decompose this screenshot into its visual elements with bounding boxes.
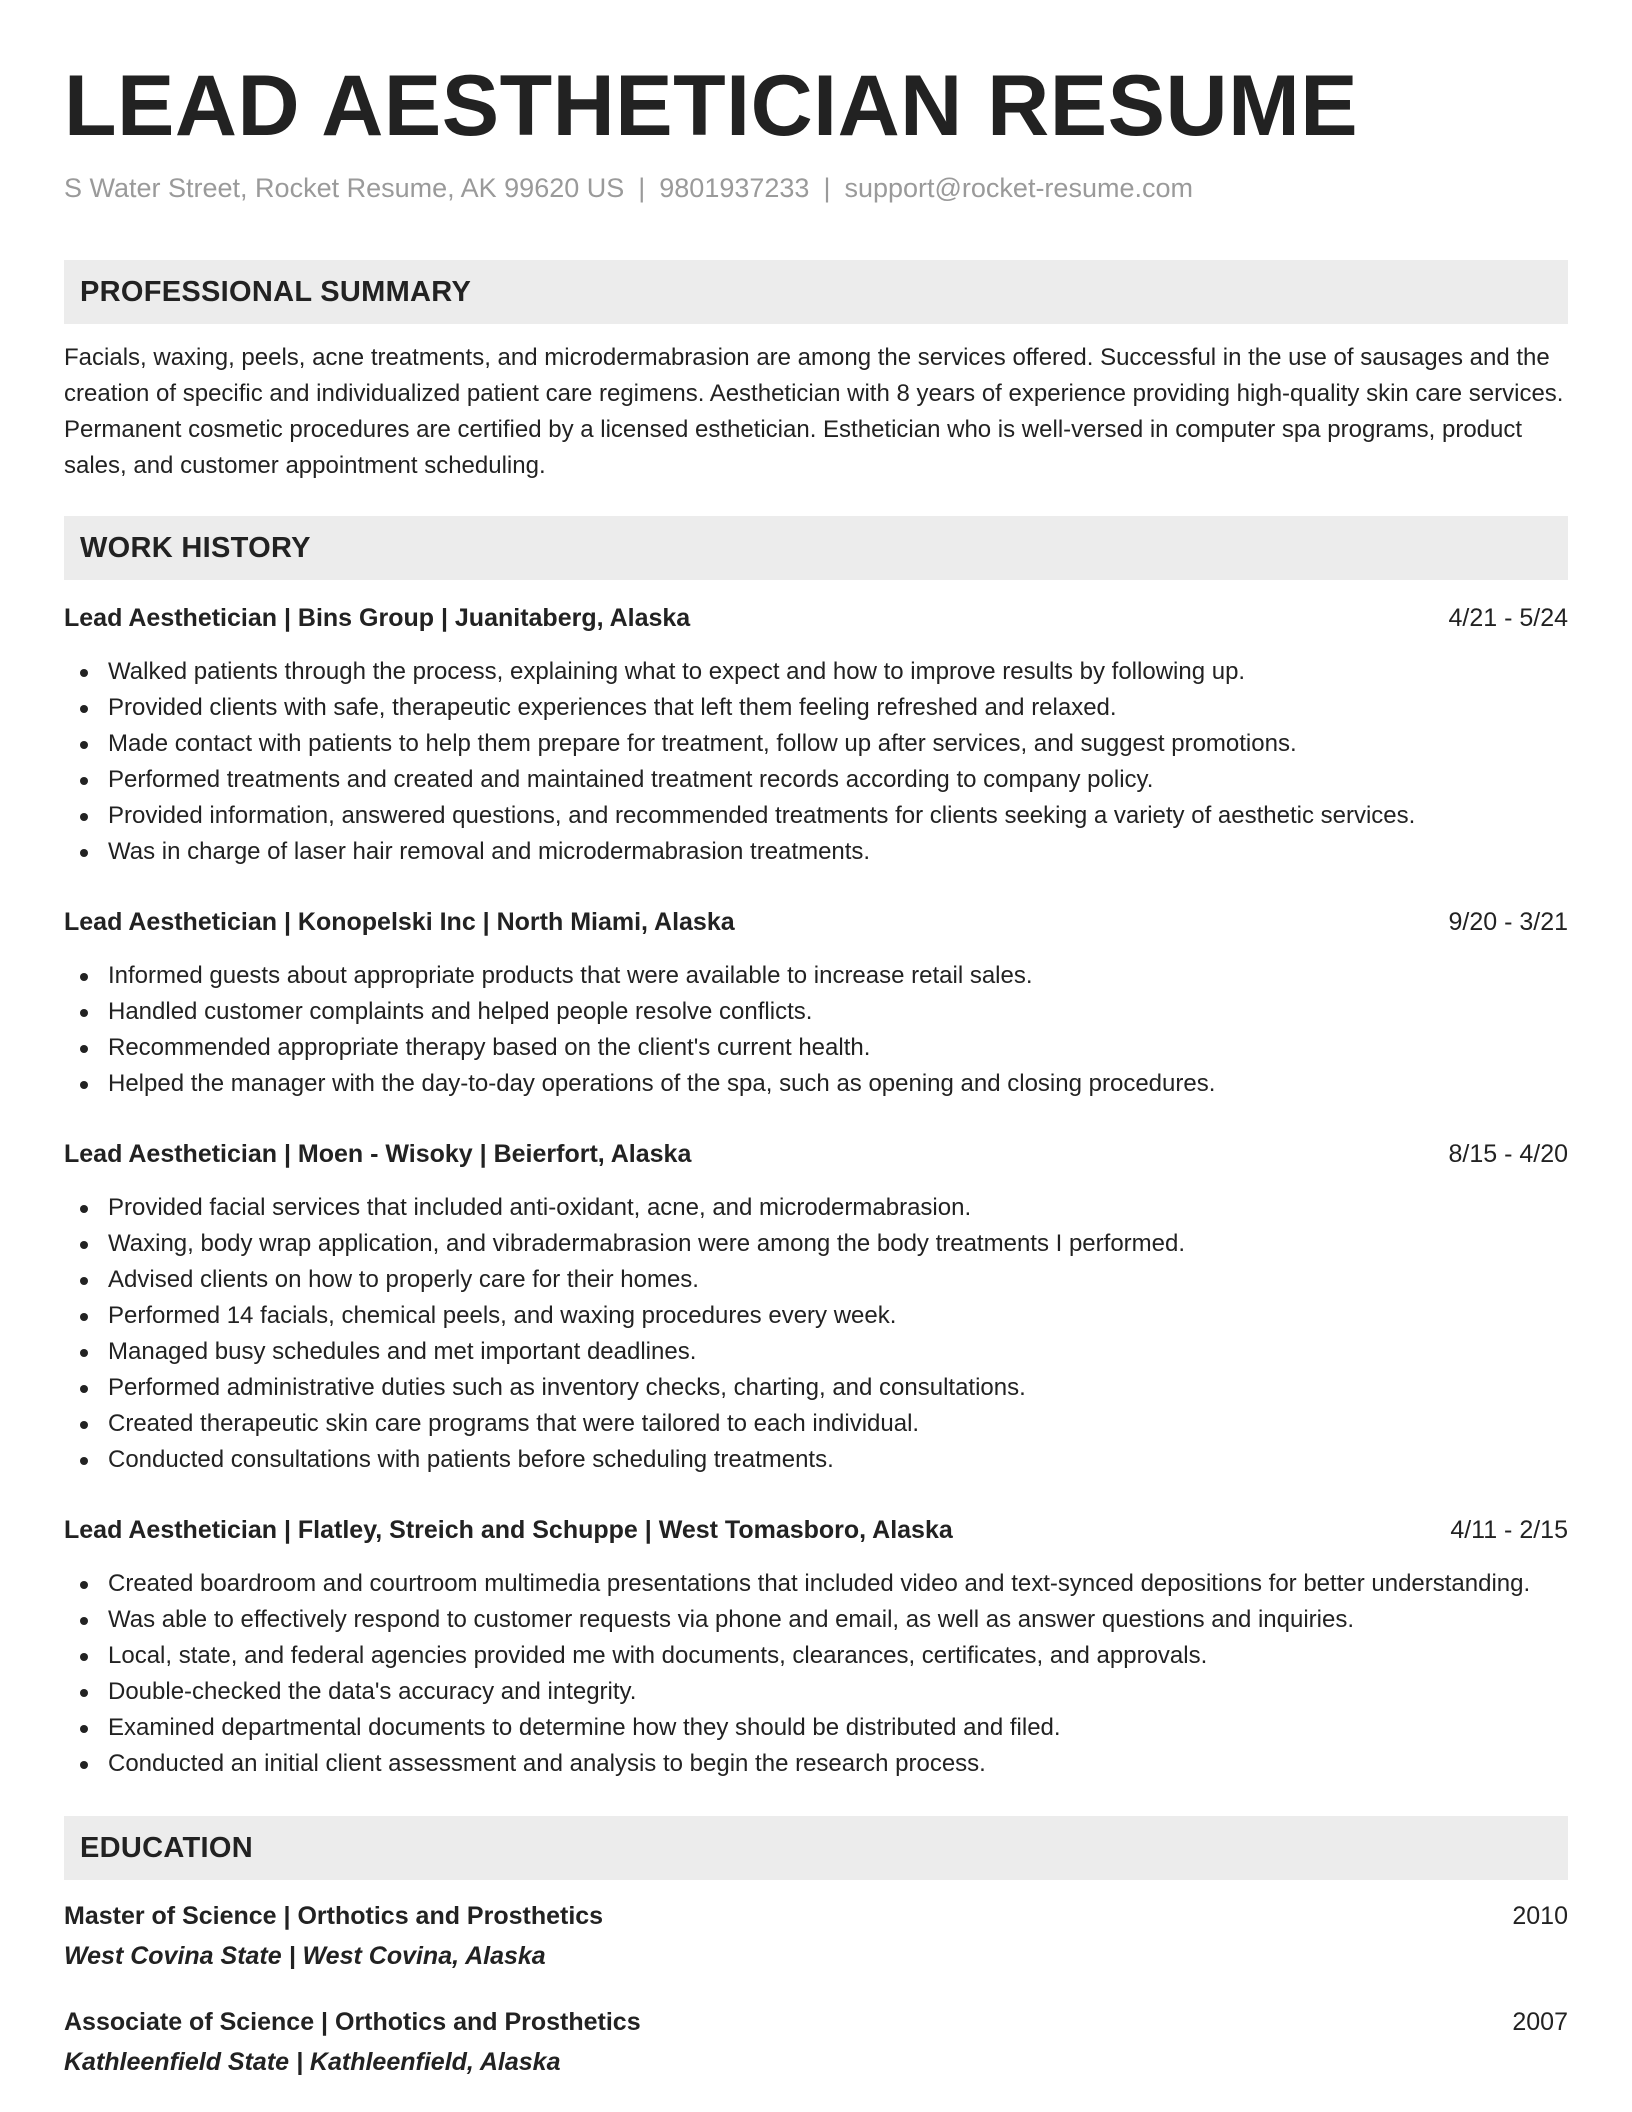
job-bullet-list	[64, 654, 1568, 870]
job-bullet: Performed treatments and created and maintained treatment records according to company policy.	[64, 762, 1568, 798]
job-entry	[64, 904, 1568, 1102]
job-bullet: Advised clients on how to properly care for their homes.	[64, 1262, 1568, 1298]
job-bullet: Helped the manager with the day-to-day operations of the spa, such as opening and closing procedures.	[64, 1066, 1568, 1102]
education-school: West Covina State | West Covina, Alaska	[64, 1942, 546, 1970]
job-dates: 4/11 - 2/15	[1450, 1516, 1568, 1544]
job-bullet: Waxing, body wrap application, and vibradermabrasion were among the body treatments I performed.	[64, 1226, 1568, 1262]
work-history-list	[64, 600, 1568, 1782]
job-bullet: Managed busy schedules and met important deadlines.	[64, 1334, 1568, 1370]
job-bullet-list	[64, 958, 1568, 1102]
job-entry	[64, 600, 1568, 870]
job-dates: 4/21 - 5/24	[1448, 604, 1568, 632]
summary-text: Facials, waxing, peels, acne treatments, and microdermabrasion are among the services offered. Successful in the use of sausages and the creation of specific and individualized patient care regimens. Aesthetician with 8 years of experience providing high-quality skin care services. Permanent cosmetic procedures are certified by a licensed esthetician. Esthetician who is well-versed in computer spa programs, product sales, and customer appointment scheduling.	[64, 344, 1564, 479]
job-bullet: Provided information, answered questions, and recommended treatments for clients seeking a variety of aesthetic services.	[64, 798, 1568, 834]
job-header	[64, 904, 1568, 940]
education-degree: Master of Science | Orthotics and Prosthetics	[64, 1902, 604, 1930]
job-bullet-list	[64, 1566, 1568, 1782]
job-bullet: Conducted an initial client assessment and analysis to begin the research process.	[64, 1746, 1568, 1782]
job-header	[64, 1512, 1568, 1548]
contact-phone: 9801937233	[659, 173, 810, 203]
job-bullet: Performed 14 facials, chemical peels, and waxing procedures every week.	[64, 1298, 1568, 1334]
education-year: 2007	[1512, 2008, 1568, 2036]
job-dates: 9/20 - 3/21	[1448, 908, 1568, 936]
job-bullet: Examined departmental documents to determine how they should be distributed and filed.	[64, 1710, 1568, 1746]
job-bullet: Walked patients through the process, explaining what to expect and how to improve results by following up.	[64, 654, 1568, 690]
education-list	[64, 1898, 1568, 2080]
job-bullet: Made contact with patients to help them prepare for treatment, follow up after services, and suggest promotions.	[64, 726, 1568, 762]
contact-email: support@rocket-resume.com	[844, 173, 1193, 203]
job-bullet: Conducted consultations with patients before scheduling treatments.	[64, 1442, 1568, 1478]
job-header	[64, 1136, 1568, 1172]
job-header	[64, 600, 1568, 636]
section-header-work-history: WORK HISTORY	[64, 516, 1568, 580]
contact-line	[64, 170, 1568, 206]
job-bullet: Local, state, and federal agencies provided me with documents, clearances, certificates, and approvals.	[64, 1638, 1568, 1674]
section-header-summary: PROFESSIONAL SUMMARY	[64, 260, 1568, 324]
job-dates: 8/15 - 4/20	[1448, 1140, 1568, 1168]
job-entry	[64, 1136, 1568, 1478]
education-entry	[64, 2004, 1568, 2080]
resume-title: LEAD AESTHETICIAN RESUME	[64, 58, 1359, 154]
job-title: Lead Aesthetician | Moen - Wisoky | Beierfort, Alaska	[64, 1140, 692, 1168]
contact-address: S Water Street, Rocket Resume, AK 99620 US	[64, 173, 625, 203]
contact-separator: |	[823, 173, 831, 203]
education-school: Kathleenfield State | Kathleenfield, Alaska	[64, 2048, 561, 2076]
job-bullet: Provided facial services that included anti-oxidant, acne, and microdermabrasion.	[64, 1190, 1568, 1226]
job-bullet: Provided clients with safe, therapeutic experiences that left them feeling refreshed and relaxed.	[64, 690, 1568, 726]
job-bullet: Created boardroom and courtroom multimedia presentations that included video and text-synced depositions for better understanding.	[64, 1566, 1568, 1602]
job-bullet: Handled customer complaints and helped people resolve conflicts.	[64, 994, 1568, 1030]
contact-separator: |	[638, 173, 646, 203]
job-title: Lead Aesthetician | Konopelski Inc | North Miami, Alaska	[64, 908, 735, 936]
education-header	[64, 2004, 1568, 2040]
job-title: Lead Aesthetician | Bins Group | Juanitaberg, Alaska	[64, 604, 691, 632]
resume-page	[64, 0, 1568, 2080]
job-bullet: Created therapeutic skin care programs that were tailored to each individual.	[64, 1406, 1568, 1442]
education-year: 2010	[1512, 1902, 1568, 1930]
job-bullet: Was in charge of laser hair removal and microdermabrasion treatments.	[64, 834, 1568, 870]
job-bullet: Was able to effectively respond to customer requests via phone and email, as well as answer questions and inquiries.	[64, 1602, 1568, 1638]
job-entry	[64, 1512, 1568, 1782]
education-degree: Associate of Science | Orthotics and Prosthetics	[64, 2008, 641, 2036]
education-entry	[64, 1898, 1568, 1974]
job-bullet: Performed administrative duties such as inventory checks, charting, and consultations.	[64, 1370, 1568, 1406]
job-bullet: Recommended appropriate therapy based on the client's current health.	[64, 1030, 1568, 1066]
job-bullet-list	[64, 1190, 1568, 1478]
education-header	[64, 1898, 1568, 1934]
section-header-education: EDUCATION	[64, 1816, 1568, 1880]
job-bullet: Informed guests about appropriate products that were available to increase retail sales.	[64, 958, 1568, 994]
job-title: Lead Aesthetician | Flatley, Streich and Schuppe | West Tomasboro, Alaska	[64, 1516, 953, 1544]
job-bullet: Double-checked the data's accuracy and integrity.	[64, 1674, 1568, 1710]
